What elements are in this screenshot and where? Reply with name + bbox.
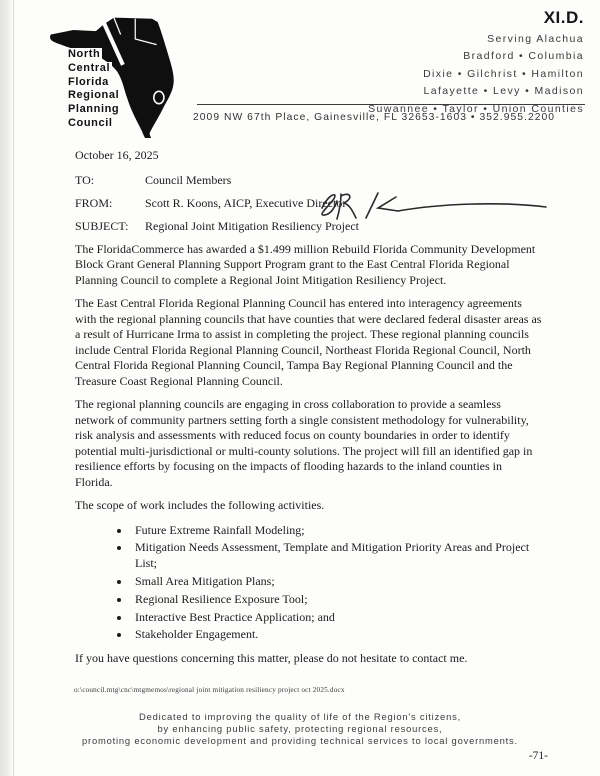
org-name-line: North <box>68 48 101 60</box>
council-logo <box>34 12 196 138</box>
memo-to-row <box>75 173 542 189</box>
scan-edge-shadow <box>0 0 14 776</box>
paragraph: The regional planning councils are engaging in cross collaboration to provide a seamless network of community partners setting forth a single consistent methodology for vulnerability, risk analysis and assessments with reduced focus on county boundaries in order to identify potential multi-jurisdictional or multi-county solutions. The project will fill an identified gap in resilience efforts by focusing on the impacts of flooding hazards to the inland counties in Florida. <box>75 397 533 489</box>
org-name-line: Florida <box>68 75 109 88</box>
org-name-line: Regional <box>68 89 120 102</box>
serving-line: Bradford • Columbia <box>463 50 584 63</box>
scope-item: • Small Area Mitigation Plans; <box>131 573 542 589</box>
scope-item: • Future Extreme Rainfall Modeling; <box>131 522 542 538</box>
page-number: -71- <box>528 750 548 762</box>
org-name-line: Planning <box>68 103 120 116</box>
serving-line: Lafayette • Levy • Madison <box>423 85 584 98</box>
to-value: Council Members <box>145 172 232 187</box>
paragraph: The scope of work includes the following activities. <box>75 498 325 512</box>
to-label: TO: <box>75 172 95 187</box>
memo-date: October 16, 2025 <box>75 148 159 162</box>
document-file-path: o:\council.mtg\cnc\mtgmemos\regional joint mitigation resiliency project oct 2025.docx <box>74 686 345 694</box>
serving-line: Dixie • Gilchrist • Hamilton <box>423 67 584 80</box>
scope-item: • Interactive Best Practice Application; and <box>131 609 542 625</box>
council-address: 2009 NW 67th Place, Gainesville, FL 32653-1603 • 352.955.2200 <box>193 112 556 123</box>
scope-item: • Stakeholder Engagement. <box>131 626 542 642</box>
org-name-line: Central <box>68 61 111 74</box>
agenda-item-number: XI.D. <box>543 8 584 27</box>
memo-subject-row <box>75 219 542 235</box>
scope-item: • Regional Resilience Exposure Tool; <box>131 591 542 607</box>
council-motto <box>0 711 600 746</box>
org-name <box>68 48 121 131</box>
closing-line: If you have questions concerning this matter, please do not hesitate to contact me. <box>75 651 468 666</box>
paragraph: The FloridaCommerce has awarded a $1.499 million Rebuild Florida Community Development Block Grant General Planning Support Program grant to the East Central Florida Regional Planning Council to complete a Regional Joint Mitigation Resiliency Project. <box>75 241 536 287</box>
memo-body <box>75 148 542 675</box>
letterhead-rule <box>197 104 585 105</box>
motto-line: by enhancing public safety, protecting regional resources, <box>157 722 443 734</box>
from-value: Scott R. Koons, AICP, Executive Director <box>145 195 347 210</box>
paragraph: The East Central Florida Regional Planning Council has entered into interagency agreements with the regional planning councils that have counties that were declared federal disaster areas as a result of Hurricane Irma to assist in completing the project. These regional planning councils include Central Florida Regional Planning Council, Northeast Florida Regional Council, North Central Florida Regional Planning Council, Tampa Bay Regional Planning Council and the Treasure Coast Regional Planning Council. <box>75 296 542 388</box>
memo-from-row <box>75 196 542 212</box>
org-name-line: Council <box>68 116 113 129</box>
subject-value: Regional Joint Mitigation Resiliency Project <box>145 218 359 233</box>
motto-line: Dedicated to improving the quality of life of the Region's citizens, <box>139 711 461 722</box>
serving-line: Serving Alachua <box>487 33 584 45</box>
from-label: FROM: <box>75 195 113 210</box>
subject-label: SUBJECT: <box>75 218 129 233</box>
scope-item: • Mitigation Needs Assessment, Template and Mitigation Priority Areas and Project List; <box>131 539 542 571</box>
motto-line: promoting economic development and providing technical services to local governments. <box>82 734 518 746</box>
scope-of-work-list <box>75 522 542 643</box>
serving-line: Suwannee • Taylor • Union Counties <box>368 102 584 115</box>
